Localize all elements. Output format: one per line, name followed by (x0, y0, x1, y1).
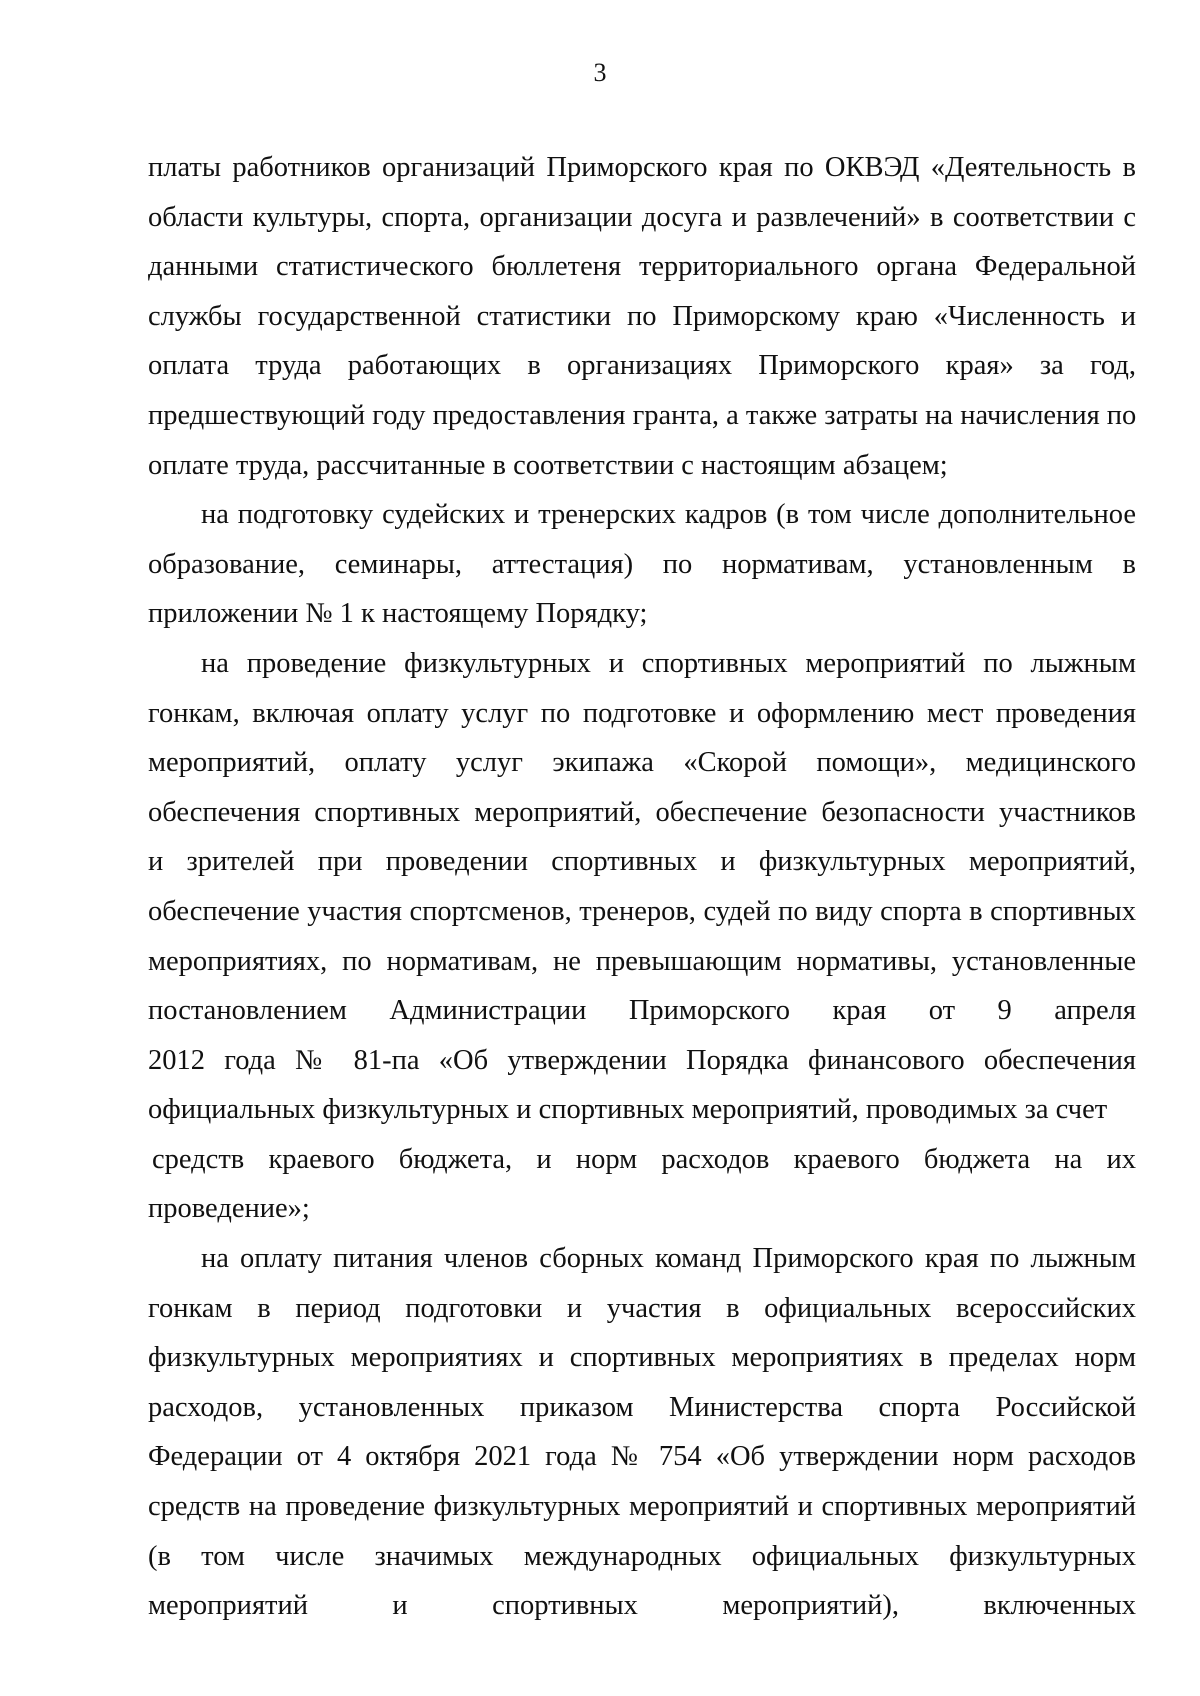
text-line: платы работников организаций Приморского края по ОКВЭД «Деятельность в (148, 152, 1136, 183)
text-line: службы государственной статистики по Приморскому краю «Численность и (148, 300, 1136, 332)
text-line: мероприятий и спортивных мероприятий), включенных (148, 1590, 1136, 1622)
text-line: данными статистического бюллетеня территориального органа Федеральной (148, 251, 1136, 283)
text-line: гонкам, включая оплату услуг по подготовке и оформлению мест проведения (148, 697, 1136, 729)
text-line: оплате труда, рассчитанные в соответствии с настоящим абзацем; (148, 449, 948, 481)
page-number: 3 (593, 58, 607, 87)
text-line: средств на проведение физкультурных мероприятий и спортивных мероприятий (148, 1491, 1136, 1523)
text-line: средств краевого бюджета, и норм расходов краевого бюджета на их (152, 1143, 1136, 1175)
text-line: официальных физкультурных и спортивных мероприятий, проводимых за счет (148, 1094, 1108, 1126)
text-line: проведение»; (148, 1193, 310, 1225)
text-line: мероприятиях, по нормативам, не превышающим нормативы, установленные (148, 945, 1136, 977)
text-line: области культуры, спорта, организации досуга и развлечений» в соответствии с (148, 201, 1136, 233)
paragraph-first-line: на проведение физкультурных и спортивных мероприятий по лыжным (201, 647, 1136, 679)
text-line: оплата труда работающих в организациях Приморского края» за год, (148, 350, 1136, 382)
text-line: 2012 года № 81-па «Об утверждении Порядка финансового обеспечения (148, 1044, 1136, 1076)
text-line: обеспечения спортивных мероприятий, обеспечение безопасности участников (148, 796, 1136, 828)
text-line: предшествующий году предоставления гранта, а также затраты на начисления по (148, 399, 1137, 431)
text-line: приложении № 1 к настоящему Порядку; (148, 598, 648, 630)
text-line: постановлением Администрации Приморского края от 9 апреля (148, 995, 1136, 1027)
text-line: расходов, установленных приказом Министерства спорта Российской (148, 1391, 1136, 1423)
text-line: образование, семинары, аттестация) по нормативам, установленным в (148, 548, 1136, 580)
text-line: гонкам в период подготовки и участия в официальных всероссийских (148, 1292, 1136, 1324)
text-line: Федерации от 4 октября 2021 года № 754 «Об утверждении норм расходов (148, 1441, 1136, 1473)
paragraph-first-line: на подготовку судейских и тренерских кадров (в том числе дополнительное (201, 499, 1136, 531)
text-line: мероприятий, оплату услуг экипажа «Скорой помощи», медицинского (148, 747, 1136, 779)
body-text (148, 143, 1136, 1631)
text-line: физкультурных мероприятиях и спортивных мероприятиях в пределах норм (148, 1342, 1136, 1374)
text-line: обеспечение участия спортсменов, тренеров, судей по виду спорта в спортивных (148, 895, 1136, 927)
paragraph-first-line: на оплату питания членов сборных команд Приморского края по лыжным (201, 1243, 1136, 1275)
text-line: и зрителей при проведении спортивных и физкультурных мероприятий, (148, 846, 1136, 878)
text-line: (в том числе значимых международных официальных физкультурных (148, 1540, 1136, 1572)
